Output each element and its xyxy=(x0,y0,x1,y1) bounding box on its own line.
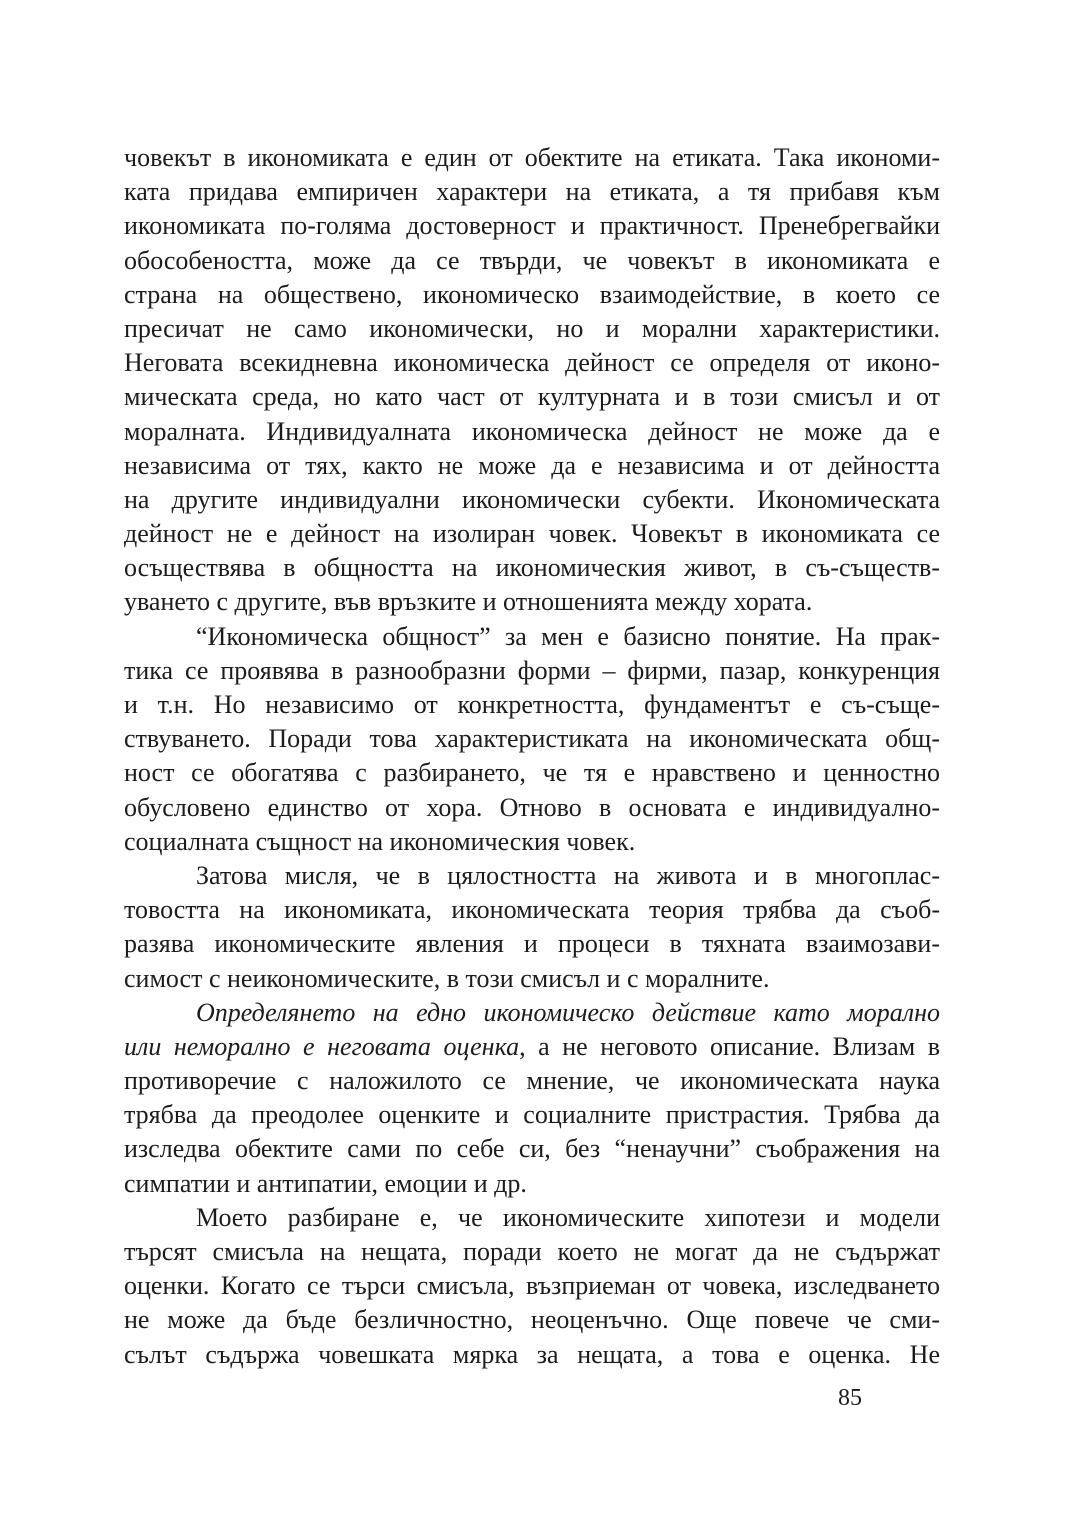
paragraph-5 xyxy=(124,1201,940,1372)
paragraph-3 xyxy=(124,859,940,996)
text-line: осъществява в общността на икономическия живот, в съ-съществ- xyxy=(124,553,940,583)
text-line: товостта на икономиката, икономическата теория трябва да съоб- xyxy=(124,895,940,925)
text-line: дейност не е дейност на изолиран човек. Човекът в икономиката се xyxy=(124,519,940,549)
text-line: Затова мисля, че в цялостността на живота и в многоплас- xyxy=(196,860,940,890)
text-line: тика се проявява в разнообразни форми – фирми, пазар, конкуренция xyxy=(124,655,940,685)
text-line: разява икономическите явления и процеси в тяхната взаимозави- xyxy=(124,929,940,959)
emphasis-text: или неморално е неговата оценка xyxy=(124,1031,520,1061)
text-line: симост с неикономическите, в този смисъл и с моралните. xyxy=(124,963,770,993)
text-line: уването с другите, във връзките и отношенията между хората. xyxy=(124,587,813,617)
text-line: социалната същност на икономическия човек. xyxy=(124,826,636,856)
page-number: 85 xyxy=(838,1385,862,1411)
text-line: Моето разбиране е, че икономическите хипотези и модели xyxy=(196,1202,940,1232)
text-line: сълът съдържа човешката мярка за нещата, а това е оценка. Не xyxy=(124,1339,940,1369)
text-line: на другите индивидуални икономически субекти. Икономическата xyxy=(124,484,940,514)
text-line: ката придава емпиричен характери на етиката, а тя прибавя към xyxy=(124,177,940,207)
paragraph-4 xyxy=(124,996,940,1201)
text-line: пресичат не само икономически, но и морални характеристики. xyxy=(124,313,940,343)
body-text xyxy=(124,141,940,1372)
text-line: страна на обществено, икономическо взаимодействие, в което се xyxy=(124,279,940,309)
paragraph-1 xyxy=(124,141,940,620)
text-line: независима от тях, както не може да е независима и от дейността xyxy=(124,450,940,480)
text-line: икономиката по-голяма достоверност и практичност. Пренебрегвайки xyxy=(124,211,940,241)
text-line: ствуването. Поради това характеристиката на икономическата общ- xyxy=(124,724,940,754)
text-line: Неговата всекидневна икономическа дейност се определя от иконо- xyxy=(124,348,940,378)
text-line: ност се обогатява с разбирането, че тя е нравствено и ценностно xyxy=(124,758,940,788)
text-line: “Икономическа общност” за мен е базисно понятие. На прак- xyxy=(196,621,940,651)
text-line: човекът в икономиката е един от обектите на етиката. Така икономи- xyxy=(124,143,940,172)
text-line: противоречие с наложилото се мнение, че икономическата наука xyxy=(124,1066,940,1096)
text-line: трябва да преодолее оценките и социалните пристрастия. Трябва да xyxy=(124,1100,940,1130)
text-line: търсят смисъла на нещата, поради което не могат да не съдържат xyxy=(124,1237,940,1266)
text-line: обособеността, може да се твърди, че човекът в икономиката е xyxy=(124,245,940,275)
plain-text: , а не неговото описание. Влизам в xyxy=(519,1031,940,1061)
paragraph-2 xyxy=(124,620,940,859)
text-line: обусловено единство от хора. Отново в основата е индивидуално- xyxy=(124,792,940,822)
text-line xyxy=(124,1030,940,1064)
text-line: изследва обектите сами по себе си, без “ненаучни” съображения на xyxy=(124,1134,940,1164)
text-line: не може да бъде безличностно, неоценъчно. Още повече че сми- xyxy=(124,1305,940,1335)
text-line: и т.н. Но независимо от конкретността, фундаментът е съ-съще- xyxy=(124,690,940,719)
text-line: симпатии и антипатии, емоции и др. xyxy=(124,1168,527,1198)
text-line: оценки. Когато се търси смисъла, възприеман от човека, изследването xyxy=(124,1271,940,1301)
text-line: мическата среда, но като част от културната и в този смисъл и от xyxy=(124,382,940,412)
text-line: моралната. Индивидуалната икономическа дейност не може да е xyxy=(124,416,940,446)
text-line-italic: Определянето на едно икономическо действие като морално xyxy=(196,997,940,1027)
